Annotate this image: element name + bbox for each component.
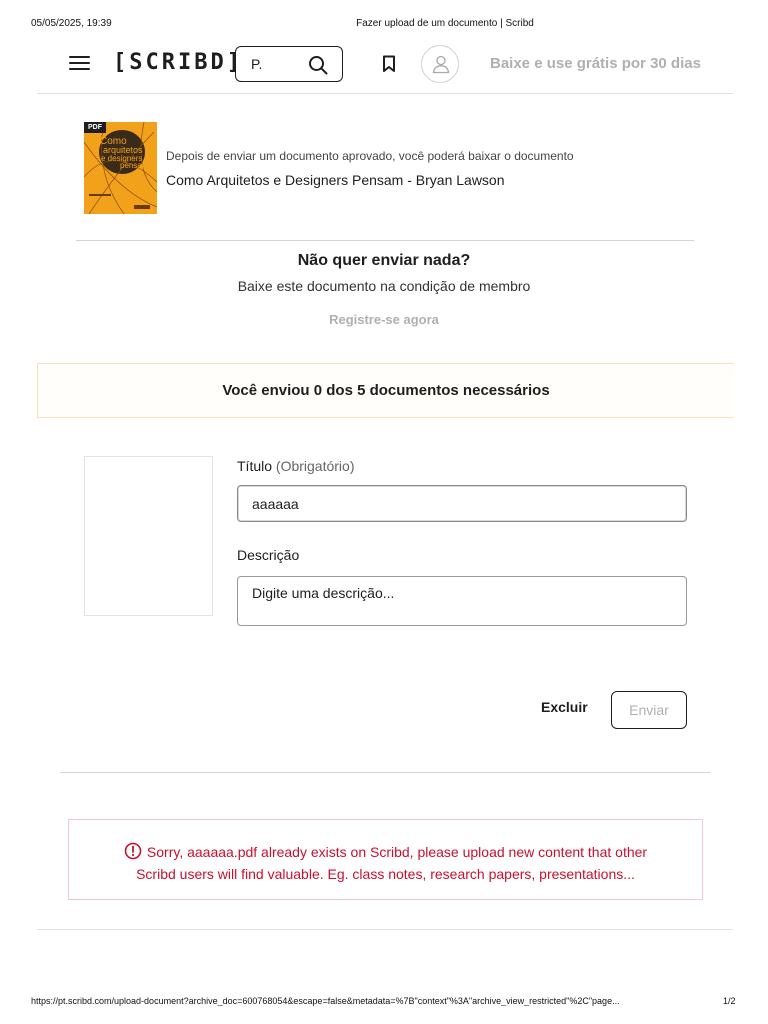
footer-divider <box>37 929 733 930</box>
membership-heading: Não quer enviar nada? <box>297 252 471 269</box>
search-icon[interactable] <box>308 55 328 75</box>
submit-button[interactable]: Enviar <box>611 691 687 729</box>
user-avatar[interactable] <box>421 45 459 83</box>
scribd-logo[interactable]: [SCRIBD] <box>113 50 243 75</box>
free-trial-link[interactable]: Baixe e use grátis por 30 dias <box>490 55 701 72</box>
title-label-text: Título <box>237 458 273 474</box>
svg-text:Como: Como <box>100 136 127 147</box>
print-page-number: 1/2 <box>723 996 736 1006</box>
error-text-2: Scribd users will find valuable. Eg. class notes, research papers, presentations... <box>136 866 635 882</box>
bookmark-icon[interactable] <box>381 55 397 73</box>
upload-progress-banner <box>37 363 734 418</box>
upload-progress-text: Você enviou 0 dos 5 documentos necessários <box>222 382 550 399</box>
cover-artwork <box>84 122 157 214</box>
print-page-title: Fazer upload de um documento | Scribd <box>356 18 534 29</box>
top-navigation-bar <box>0 44 768 84</box>
svg-text:pensam: pensam <box>120 161 149 170</box>
menu-icon[interactable] <box>69 56 90 72</box>
description-label: Descrição <box>237 547 300 563</box>
title-input[interactable] <box>237 485 687 522</box>
membership-subtext: Baixe este documento na condição de membro <box>237 278 531 294</box>
error-icon <box>124 842 142 860</box>
search-input-value[interactable]: P. <box>251 56 263 72</box>
print-datetime: 05/05/2025, 19:39 <box>31 18 112 29</box>
search-input[interactable] <box>235 46 343 82</box>
title-label <box>237 458 355 474</box>
svg-text:arquitetos: arquitetos <box>103 145 143 155</box>
error-text-1: Sorry, aaaaaa.pdf already exists on Scribd, please upload new content that other <box>146 844 648 860</box>
title-required-hint: (Obrigatório) <box>275 458 355 474</box>
document-title[interactable]: Como Arquitetos e Designers Pensam - Bryan Lawson <box>166 172 505 188</box>
upload-thumbnail <box>84 456 213 616</box>
document-info <box>84 122 724 214</box>
error-message-box <box>68 819 703 900</box>
document-divider <box>76 240 694 241</box>
delete-button[interactable]: Excluir <box>541 699 588 715</box>
membership-section <box>0 250 768 329</box>
form-divider <box>60 772 710 773</box>
svg-text:e designers: e designers <box>101 154 143 163</box>
user-icon <box>431 54 451 74</box>
document-cover[interactable] <box>84 122 157 214</box>
error-line-1 <box>69 841 702 863</box>
header-divider <box>37 93 733 94</box>
download-note: Depois de enviar um documento aprovado, você poderá baixar o documento <box>166 149 574 163</box>
description-input[interactable] <box>237 576 687 626</box>
print-header <box>0 18 768 32</box>
print-url: https://pt.scribd.com/upload-document?archive_doc=600768054&escape=false&metadata=%7B"context"%3A"archive_view_restricted"%2C"page... <box>31 996 620 1006</box>
pdf-format-tag: PDF <box>84 122 106 133</box>
register-link[interactable]: Registre-se agora <box>329 312 439 327</box>
